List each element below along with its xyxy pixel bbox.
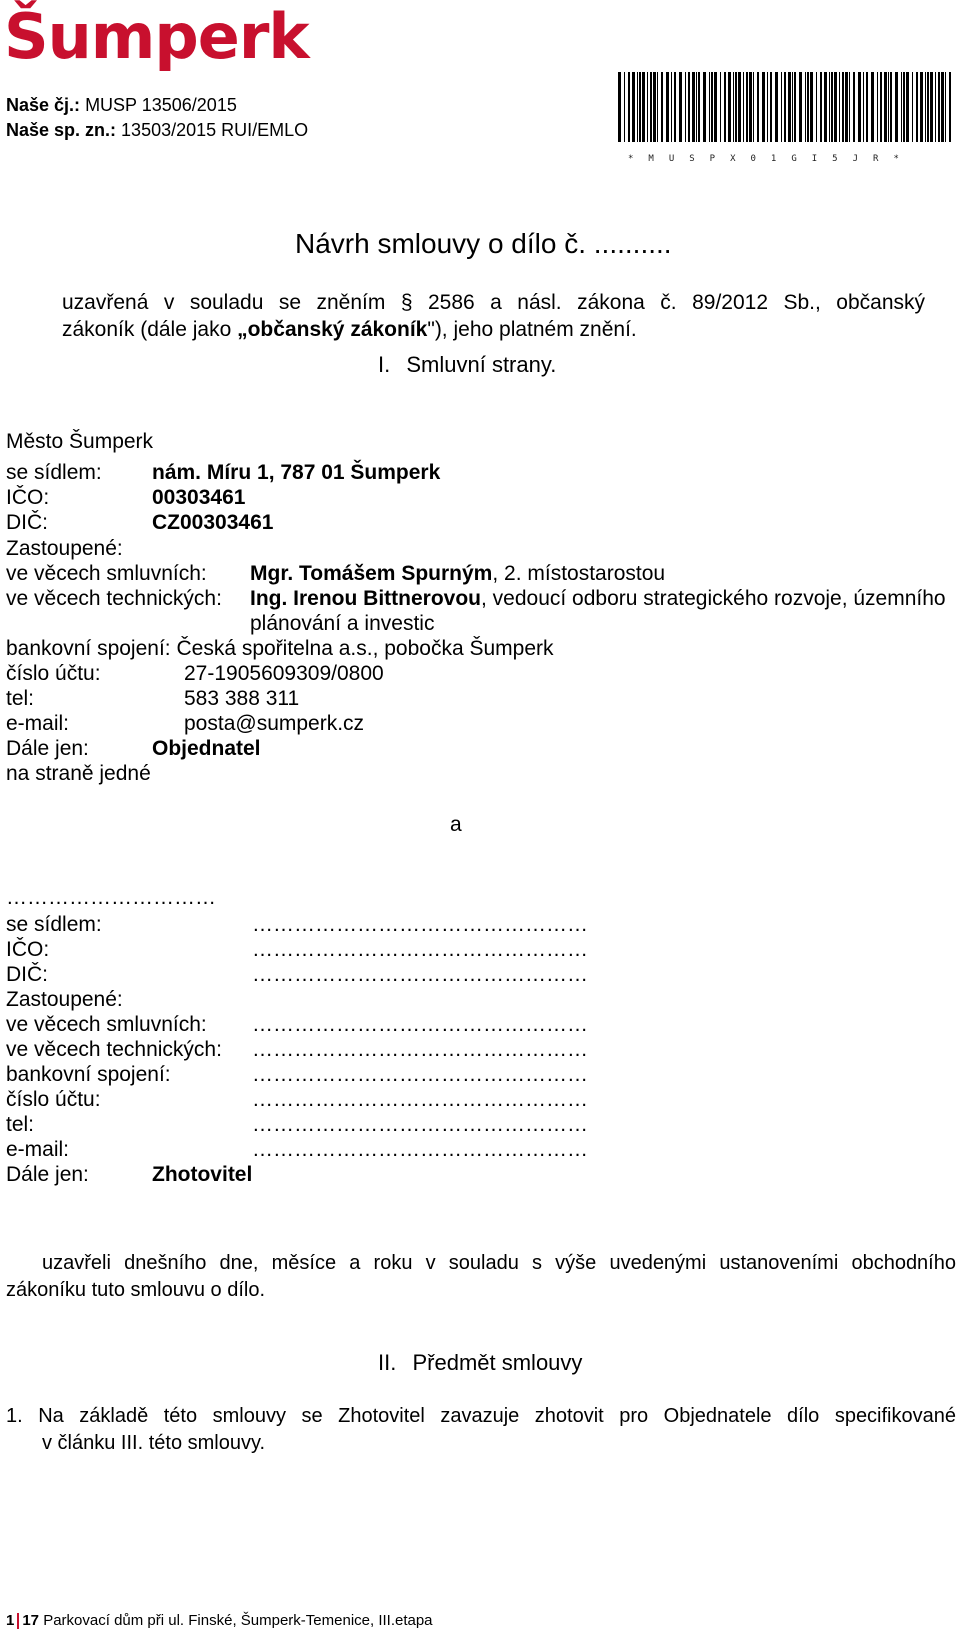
client-technical-name: Ing. Irenou Bittnerovou [250, 587, 481, 610]
barcode-bar [709, 72, 710, 142]
section-1-heading [378, 352, 556, 378]
client-seat-label: se sídlem: [6, 461, 102, 484]
barcode-bar [753, 72, 754, 142]
intro-line-2b: "), jeho platném znění. [427, 318, 637, 341]
barcode-bar [849, 72, 850, 142]
barcode-bar [647, 72, 648, 142]
barcode-bar [895, 72, 898, 142]
barcode-bar [735, 72, 737, 142]
client-contract-role: , 2. místostarostou [492, 562, 666, 585]
item-1-paragraph [6, 1403, 956, 1457]
barcode-bar [884, 72, 887, 142]
client-email-value: posta@sumperk.cz [184, 712, 365, 735]
footer-separator [17, 1613, 19, 1629]
contractor-tel-placeholder: ………………………………………… [252, 1113, 588, 1136]
barcode-bar [945, 72, 946, 142]
barcode-bar [925, 72, 926, 142]
contractor-tel-label: tel: [6, 1113, 35, 1136]
contractor-seat-placeholder: ………………………………………… [252, 913, 588, 936]
barcode-bar [799, 72, 802, 142]
barcode-bar [671, 72, 672, 142]
barcode-bar [770, 72, 772, 142]
barcode-bar [788, 72, 791, 142]
page-footer [6, 1612, 433, 1629]
barcode-bar [757, 72, 759, 142]
intro-line-1: uzavřená v souladu se zněním § 2586 a násl. zákona č. 89/2012 Sb., občanský [62, 291, 925, 314]
intro-paragraph [62, 289, 925, 343]
barcode-bar [762, 72, 765, 142]
barcode-bar [901, 72, 902, 142]
barcode-bar [698, 72, 700, 142]
barcode-bar [829, 72, 830, 142]
our-ref-label: Naše čj.: [6, 95, 81, 115]
barcode-bar [863, 72, 864, 142]
contractor-contract-placeholder: ………………………………………… [252, 1013, 588, 1036]
barcode-bar [858, 72, 861, 142]
contractor-email-label: e-mail: [6, 1138, 70, 1161]
barcode-bar [657, 72, 658, 142]
barcode-bar [624, 72, 625, 142]
barcode-bar [935, 72, 936, 142]
contractor-dic-placeholder: ………………………………………… [252, 963, 588, 986]
item-1-number: 1. [6, 1405, 23, 1427]
barcode-bar [839, 72, 840, 142]
client-side-text: na straně jedné [6, 762, 151, 785]
document-title: Návrh smlouvy o dílo č. .......... [295, 228, 672, 259]
client-account-label: číslo účtu: [6, 662, 101, 685]
contractor-account-label: číslo účtu: [6, 1088, 101, 1111]
item-1-line-1 [6, 1403, 956, 1430]
barcode-bar [711, 72, 713, 142]
barcode-bar [642, 72, 645, 142]
barcode-bar [842, 72, 844, 142]
barcode-bar [912, 72, 913, 142]
section-2-number: II. [378, 1350, 397, 1375]
contractor-account-placeholder: ………………………………………… [252, 1088, 588, 1111]
barcode-bar [880, 72, 882, 142]
barcode-bar [724, 72, 726, 142]
barcode-bar [679, 72, 682, 142]
barcode-bar [890, 72, 892, 142]
barcode-bar [775, 72, 778, 142]
item-1-text-1: Na základě této smlouvy se Zhotovitel zavazuje zhotovit pro Objednatele dílo specifikované [38, 1405, 956, 1427]
client-bank [6, 637, 554, 661]
client-ico-label: IČO: [6, 486, 50, 509]
client-dic-value: CZ00303461 [152, 511, 274, 534]
client-bank-value: Česká spořitelna a.s., pobočka Šumperk [176, 637, 554, 660]
barcode-bar [877, 72, 878, 142]
section-2-heading [378, 1350, 582, 1376]
and-text: a [450, 813, 462, 836]
barcode-bar [632, 72, 635, 142]
client-contract-name: Mgr. Tomášem Spurným [250, 562, 493, 585]
barcode-bar [916, 72, 918, 142]
barcode-bar [820, 72, 822, 142]
barcode-bar [941, 72, 944, 142]
client-represented-label: Zastoupené: [6, 537, 123, 560]
contractor-ico-placeholder: ………………………………………… [252, 938, 588, 961]
client-hereinafter-value: Objednatel [152, 737, 261, 760]
barcode-bar [805, 72, 806, 142]
barcode-bar [743, 72, 744, 142]
client-contract-label: ve věcech smluvních: [6, 562, 207, 585]
barcode-bar [794, 72, 796, 142]
contractor-name-placeholder: ………………………… [6, 886, 216, 909]
our-ref-value: MUSP 13506/2015 [85, 95, 237, 115]
client-email-label: e-mail: [6, 712, 70, 735]
section-1-title: Smluvní strany. [406, 352, 557, 377]
intro-line-2-bold: „občanský zákoník [237, 318, 428, 341]
barcode-text: *MUSPX01GI5JR* [628, 154, 914, 164]
barcode-bar [738, 72, 741, 142]
client-contract-value [250, 562, 665, 586]
contractor-email-placeholder: ………………………………………… [252, 1138, 588, 1161]
client-tel-label: tel: [6, 687, 35, 710]
barcode-bar [653, 72, 656, 142]
contractor-bank-label: bankovní spojení: [6, 1063, 171, 1086]
barcode-bar [696, 72, 697, 142]
barcode-bar [834, 72, 837, 142]
barcode-bar [938, 72, 940, 142]
client-technical-role-1: , vedoucí odboru strategického rozvoje, územního [481, 587, 946, 610]
reference-block [6, 93, 308, 143]
footer-page-total: 17 [22, 1612, 40, 1629]
barcode-bar [871, 72, 874, 142]
barcode-image [618, 72, 956, 142]
section-2-title: Předmět smlouvy [412, 1350, 583, 1375]
conclusion-line-2: zákoníku tuto smlouvu o dílo. [6, 1279, 266, 1301]
barcode-bar [661, 72, 663, 142]
barcode-bar [650, 72, 652, 142]
item-1-line-2: v článku III. této smlouvy. [42, 1432, 266, 1454]
contractor-hereinafter-value: Zhotovitel [152, 1163, 253, 1186]
barcode-bar [639, 72, 641, 142]
footer-page-number: 1 [6, 1612, 15, 1629]
barcode-bar [749, 72, 752, 142]
barcode-bar [930, 72, 933, 142]
contractor-ico-label: IČO: [6, 938, 50, 961]
barcode-bar [810, 72, 813, 142]
barcode-bar [903, 72, 905, 142]
barcode-bar [784, 72, 786, 142]
barcode-bar [666, 72, 669, 142]
client-dic-label: DIČ: [6, 511, 48, 534]
client-seat-value: nám. Míru 1, 787 01 Šumperk [152, 461, 441, 484]
barcode-bar [618, 72, 621, 142]
contractor-dic-label: DIČ: [6, 963, 48, 986]
contractor-technical-label: ve věcech technických: [6, 1038, 222, 1061]
contractor-technical-placeholder: ………………………………………… [252, 1038, 588, 1061]
footer-project: Parkovací dům při ul. Finské, Šumperk-Temenice, III.etapa [43, 1612, 433, 1629]
barcode-bar [816, 72, 817, 142]
client-bank-label: bankovní spojení: [6, 637, 171, 660]
client-technical-value [250, 587, 946, 611]
client-technical-role-2: plánování a investic [250, 612, 435, 635]
barcode-bar [906, 72, 909, 142]
intro-line-2a: zákoník (dále jako [62, 318, 238, 341]
contractor-hereinafter-label: Dále jen: [6, 1163, 89, 1186]
barcode-bar [733, 72, 734, 142]
barcode-bar [949, 72, 951, 142]
barcode-bar [845, 72, 848, 142]
barcode-bar [920, 72, 923, 142]
barcode-bar [703, 72, 706, 142]
barcode-bar [714, 72, 717, 142]
contractor-seat-label: se sídlem: [6, 913, 102, 936]
conclusion-paragraph [6, 1250, 956, 1304]
client-name: Město Šumperk [6, 430, 154, 453]
our-file-label: Naše sp. zn.: [6, 120, 117, 140]
barcode-bar [781, 72, 782, 142]
section-1-number: I. [378, 352, 391, 377]
barcode-bar [628, 72, 630, 142]
barcode-bar [674, 72, 676, 142]
conclusion-line-1: uzavřeli dnešního dne, měsíce a roku v souladu s výše uvedenými ustanoveními obchodního [42, 1252, 956, 1274]
barcode-bar [792, 72, 793, 142]
barcode-bar [692, 72, 695, 142]
barcode-bar [807, 72, 809, 142]
contractor-contract-label: ve věcech smluvních: [6, 1013, 207, 1036]
barcode-bar [824, 72, 827, 142]
barcode-bar [853, 72, 855, 142]
client-tel-value: 583 388 311 [184, 687, 300, 710]
client-ico-value: 00303461 [152, 486, 246, 509]
barcode-bar [728, 72, 731, 142]
barcode-bar [720, 72, 721, 142]
barcode-bar [746, 72, 748, 142]
contractor-bank-placeholder: ………………………………………… [252, 1063, 588, 1086]
barcode-bar [831, 72, 833, 142]
barcode-bar [866, 72, 868, 142]
contractor-represented-label: Zastoupené: [6, 988, 123, 1011]
our-file-value: 13503/2015 RUI/EMLO [121, 120, 309, 140]
barcode-bar [927, 72, 929, 142]
barcode-bar [637, 72, 638, 142]
barcode-bar [767, 72, 768, 142]
barcode-bar [685, 72, 686, 142]
client-hereinafter-label: Dále jen: [6, 737, 89, 760]
client-technical-label: ve věcech technických: [6, 587, 222, 610]
barcode-bar [888, 72, 889, 142]
city-logo: Šumperk [4, 0, 309, 73]
client-account-value: 27-1905609309/0800 [184, 662, 384, 685]
barcode-bar [688, 72, 690, 142]
